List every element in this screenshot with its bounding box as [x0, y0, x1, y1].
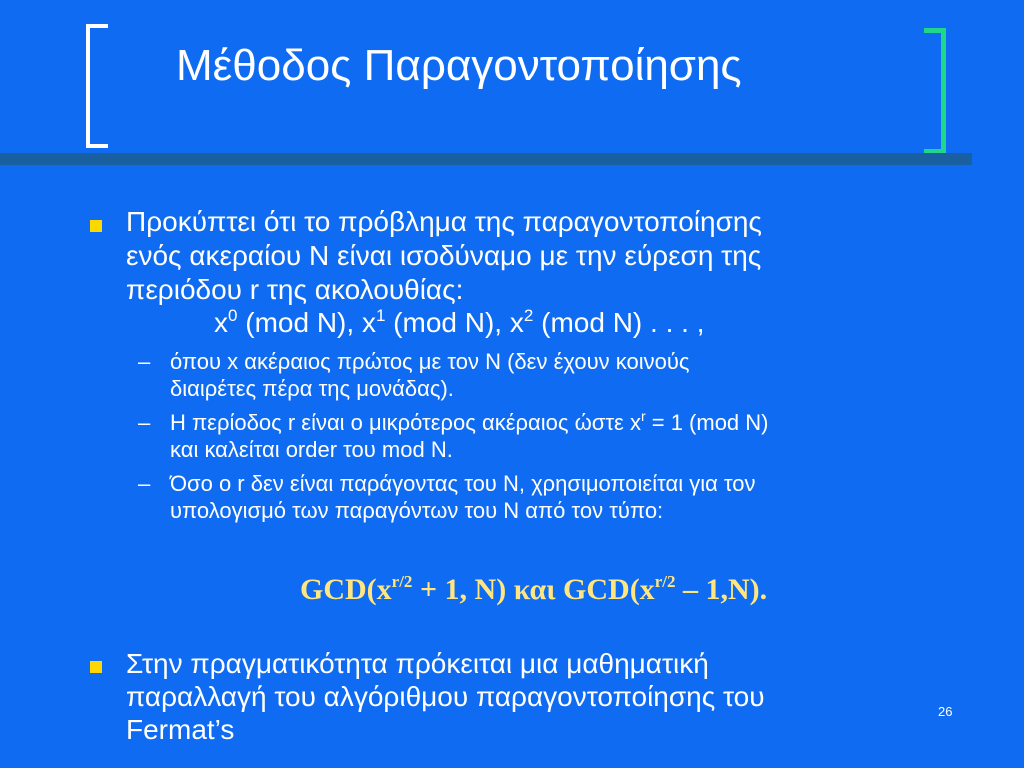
- formula-exp-1: 1: [375, 306, 386, 325]
- subitem-2-text-after: = 1 (mod N): [645, 410, 769, 435]
- formula-x2-base: x: [509, 307, 524, 338]
- subitem-2-line-1: [170, 409, 970, 436]
- page-number: 26: [938, 704, 953, 719]
- slide-title: Μέθοδος Παραγοντοποίησης: [176, 41, 742, 90]
- formula-exp-0: 0: [228, 306, 238, 325]
- subitem-1-dash: –: [138, 349, 151, 374]
- subitem-2-text-before: Η περίοδος r είναι ο μικρότερος ακέραιος ώστε x: [170, 410, 641, 435]
- bullet-2-line-1: Στην πραγματικότητα πρόκειται μια μαθηματική: [126, 648, 709, 679]
- gcd-prefix: GCD(x: [300, 573, 392, 606]
- subitem-3-dash: –: [138, 471, 151, 496]
- formula-part-0: (mod N),: [237, 307, 362, 338]
- bullet-marker-1: [90, 220, 102, 232]
- formula-part-2: (mod N) . . . ,: [533, 307, 705, 338]
- subitem-2-sup: r: [640, 408, 646, 424]
- bullet-1-line-3: περιόδου r της ακολουθίας:: [126, 274, 464, 305]
- subitem-2-line-2: και καλείται order του mod N.: [170, 437, 453, 462]
- bullet-1-line-2: ενός ακεραίου Ν είναι ισοδύναμο με την εύρεση της: [126, 240, 762, 271]
- subitem-3-line-2: υπολογισμό των παραγόντων του Ν από τον τύπο:: [170, 498, 664, 523]
- bullet-1-line-1: Προκύπτει ότι το πρόβλημα της παραγοντοποίησης: [126, 206, 762, 237]
- sequence-formula: [214, 306, 704, 340]
- subitem-3-line-1: Όσο ο r δεν είναι παράγοντας του Ν, χρησιμοποιείται για τον: [170, 471, 756, 496]
- formula-x1-base: x: [361, 307, 376, 338]
- formula-exp-2: 2: [523, 306, 534, 325]
- bullet-2-line-2: παραλλαγή του αλγόριθμου παραγοντοποίησης του: [126, 681, 765, 712]
- gcd-sup-2: r/2: [654, 572, 676, 591]
- gcd-suffix: – 1,N).: [675, 573, 768, 606]
- formula-x0-base: x: [214, 307, 228, 338]
- bullet-2-line-3: Fermat’s: [126, 714, 235, 745]
- subitem-2-dash: –: [138, 410, 151, 435]
- gcd-sup-1: r/2: [391, 572, 413, 591]
- gcd-formula: [300, 572, 767, 608]
- bullet-marker-2: [90, 661, 102, 673]
- formula-part-1: (mod N),: [385, 307, 510, 338]
- subitem-1-line-2: διαιρέτες πέρα της μονάδας).: [170, 376, 454, 401]
- gcd-middle: + 1, N) και GCD(x: [412, 573, 655, 606]
- subitem-1-line-1: όπου x ακέραιος πρώτος με τον Ν (δεν έχουν κοινούς: [170, 349, 690, 374]
